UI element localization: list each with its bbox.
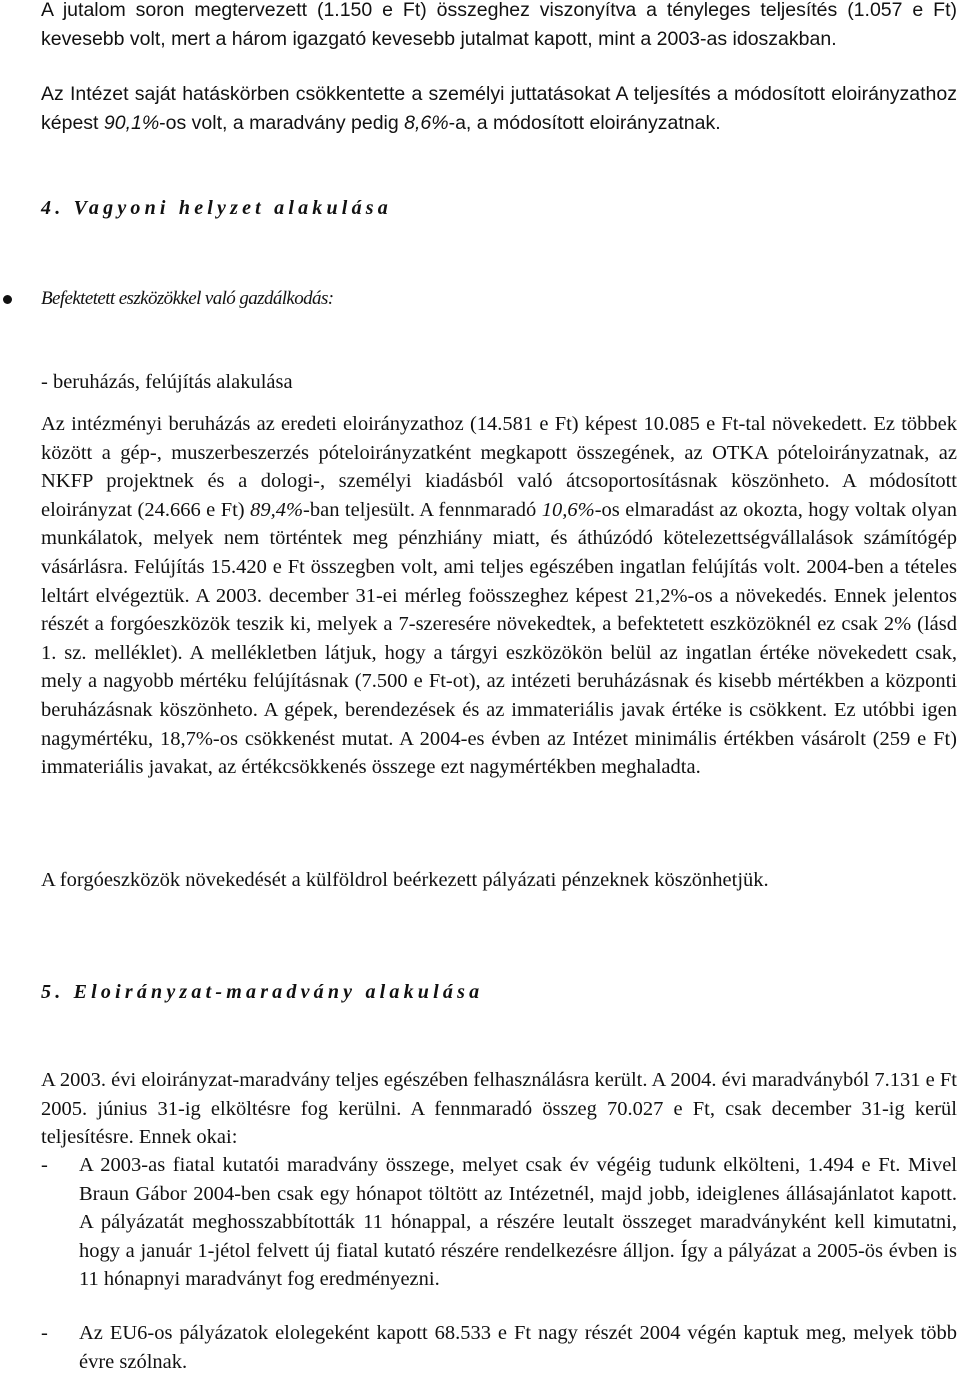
intro-text-c: -a, a módosított eloirányzatnak. bbox=[448, 111, 721, 134]
list-item bbox=[41, 1319, 957, 1376]
bullet-item-fixed-assets bbox=[41, 284, 921, 314]
bullet-label: Befektetett eszközökkel való gazdálkodás: bbox=[41, 288, 334, 309]
intro-pct-2: 8,6% bbox=[404, 111, 449, 134]
intro-text-b: -os volt, a maradvány pedig bbox=[159, 111, 405, 134]
intro-text-a: Az Intézet saját hatáskörben csökkentette a személyi juttatásokat A teljesítés a módosított eloirányzathoz képest bbox=[41, 83, 957, 134]
list-dash: - bbox=[41, 1322, 48, 1344]
investment-pct-1: 89,4% bbox=[250, 498, 304, 521]
remainder-paragraph: A 2003. évi eloirányzat-maradvány teljes egészében felhasználásra került. A 2004. évi maradványból 7.131 e Ft 2005. június 31-ig elköltésre fog kerülni. A fennmaradó összeg 70.027 e Ft, csak december 31-ig kerül teljesítésre. Ennek okai: bbox=[41, 1069, 957, 1149]
list-dash: - bbox=[41, 1154, 48, 1176]
list-item bbox=[41, 1151, 957, 1294]
investment-text-c: -os elmaradást az okozta, hogy voltak olyan munkálatok, melyek nem történtek meg pénzhiány miatt, és áthúzódó kötelezettségvállalások számítógép vásárlásra. Felújítás 15.420 e Ft összegben volt, ami teljes egészében ingatlan felújítás volt. 2004-ben a tételes leltárt elvégeztük. A 2003. december 31-ei mérleg foösszeghez képest 21,2%-os a növekedés. Ennek jelentos részét a forgóeszközök teszik ki, melyek a 7-szeresére növekedtek, a befektetett eszközöknél ez csak 2% (lásd 1. sz. melléklet). A mellékletben látjuk, hogy a tárgyi eszközökön belül az ingatlan értéke növekedett csak, mely a nagyobb mértéku felújításnak (7.500 e Ft-ot), az intézeti beruházásnak és kisebb mértékben a központi beruházásnak köszönheto. A gépek, berendezések és az immateriális javak értéke is csökkent. Ez utóbbi igen nagymértéku, 18,7%-os csökkenést mutat. A 2004-es évben az Intézet minimális értékben vásárolt (259 e Ft) immateriális javakat, az értékcsökkenés összege ezt nagymértékben meghaladta. bbox=[41, 498, 957, 779]
section-4-heading: 4. Vagyoni helyzet alakulása bbox=[41, 197, 392, 219]
investment-text-a: Az intézményi beruházás az eredeti eloirányzathoz (14.581 e Ft) képest 10.085 e Ft-tal növekedett. Ez többek között a gép-, muszerbeszerzés póteloirányzatként megkapott összegének, az OTKA póteloirányzatnak, az NKFP projektnek és a dologi-, személyi kiadásból való átcsoportosításnak köszönheto. A módosított eloirányzat (24.666 e Ft) bbox=[41, 413, 957, 521]
list-item-text: A 2003-as fiatal kutatói maradvány összege, melyet csak év végéig tudunk elkölteni, 1.494 e Ft. Mivel Braun Gábor 2004-ben csak egy hónapot töltött az Intézetnél, majd jobb, ideiglenes állásajánlatot kapott. A pályázatát meghosszabbították 11 hónappal, a részére leutalt összeget maradványként kell kimutatni, hogy a január 1-jétol felvett új fiatal kutató részére rendelkezésre álljon. Így a pályázat a 2005-ös évben is 11 hónapnyi maradványt fog eredményezni. bbox=[79, 1154, 957, 1291]
investment-text-b: -ban teljesült. A fennmaradó bbox=[303, 498, 542, 521]
bullet-dot-icon bbox=[3, 295, 12, 304]
subheading-investment: - beruházás, felújítás alakulása bbox=[41, 371, 293, 393]
current-assets-paragraph: A forgóeszközök növekedését a külföldrol beérkezett pályázati pénzeknek köszönhetjük. bbox=[41, 869, 769, 891]
intro-paragraph-personal bbox=[41, 80, 957, 137]
intro-pct-1: 90,1% bbox=[103, 111, 160, 134]
list-item-text: Az EU6-os pályázatok elolegeként kapott 68.533 e Ft nagy részét 2004 végén kaptuk meg, melyek több évre szólnak. bbox=[79, 1322, 957, 1373]
section-5-heading: 5. Eloirányzat-maradvány alakulása bbox=[41, 981, 484, 1003]
intro-paragraph-bonus: A jutalom soron megtervezett (1.150 e Ft) összeghez viszonyítva a tényleges teljesítés (1.057 e Ft) kevesebb volt, mert a három igazgató kevesebb jutalmat kapott, mint a 2003-as idoszakban. bbox=[41, 0, 957, 50]
investment-paragraph bbox=[41, 410, 957, 782]
investment-pct-2: 10,6% bbox=[541, 498, 595, 521]
